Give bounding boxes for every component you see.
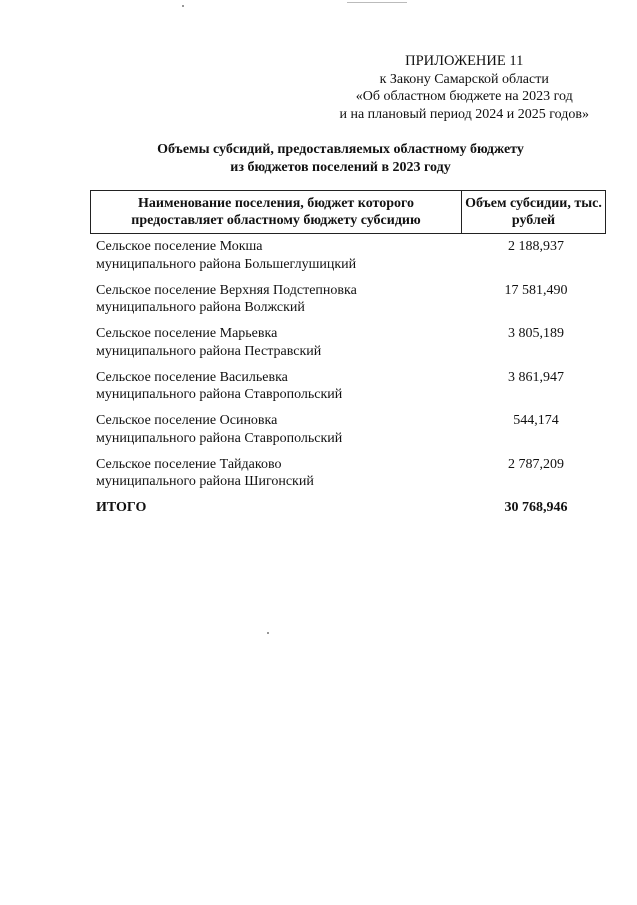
appendix-line-3: и на плановый период 2024 и 2025 годов» bbox=[339, 106, 589, 122]
row-value-cell: 544,174 bbox=[513, 413, 559, 428]
row-name-cell bbox=[90, 238, 460, 282]
table-row bbox=[90, 282, 606, 326]
district-name: муниципального района Шигонский bbox=[96, 474, 314, 489]
row-value-cell: 17 581,490 bbox=[504, 282, 568, 298]
settlement-name: Сельское поселение Верхняя Подстепновка bbox=[96, 282, 357, 298]
settlement-name: Сельское поселение Тайдаково bbox=[96, 456, 282, 472]
district-name: муниципального района Волжский bbox=[96, 300, 305, 315]
district-name: муниципального района Ставропольский bbox=[96, 430, 343, 446]
scan-speck bbox=[267, 632, 269, 634]
row-name-cell bbox=[90, 369, 460, 413]
column-header-name: Наименование поселения, бюджет которого предоставляет областному бюджету субсидию bbox=[91, 191, 462, 233]
table-header bbox=[90, 190, 606, 234]
scan-speck bbox=[182, 5, 184, 7]
total-value: 30 768,946 bbox=[504, 500, 568, 515]
row-value-cell: 2 787,209 bbox=[508, 456, 564, 472]
table-row bbox=[90, 456, 606, 500]
appendix-heading: ПРИЛОЖЕНИЕ 11 bbox=[405, 53, 524, 69]
total-label: ИТОГО bbox=[96, 500, 147, 515]
row-value-cell: 3 805,189 bbox=[508, 326, 564, 341]
column-header-value: Объем субсидии, тыс. рублей bbox=[465, 196, 602, 228]
appendix-line-2: «Об областном бюджете на 2023 год bbox=[355, 89, 573, 104]
district-name: муниципального района Пестравский bbox=[96, 343, 322, 359]
row-name-cell bbox=[90, 325, 460, 369]
table-row bbox=[90, 412, 606, 456]
appendix-block bbox=[339, 53, 589, 123]
settlement-name: Сельское поселение Марьевка bbox=[96, 326, 278, 341]
settlement-name: Сельское поселение Васильевка bbox=[96, 369, 288, 385]
title-line-2: из бюджетов поселений в 2023 году bbox=[230, 159, 451, 175]
table-row bbox=[90, 369, 606, 413]
total-row bbox=[90, 499, 606, 517]
title-line-1: Объемы субсидий, предоставляемых областному бюджету bbox=[157, 142, 524, 157]
row-name-cell bbox=[90, 282, 460, 326]
row-name-cell bbox=[90, 456, 460, 500]
subsidy-table bbox=[90, 190, 606, 517]
table-body bbox=[90, 238, 606, 499]
row-value-cell: 3 861,947 bbox=[508, 369, 564, 385]
table-row bbox=[90, 238, 606, 282]
district-name: муниципального района Ставропольский bbox=[96, 387, 343, 402]
scan-edge-mark bbox=[347, 2, 407, 3]
settlement-name: Сельское поселение Мокша bbox=[96, 239, 263, 254]
table-row bbox=[90, 325, 606, 369]
district-name: муниципального района Большеглушицкий bbox=[96, 256, 357, 272]
settlement-name: Сельское поселение Осиновка bbox=[96, 413, 278, 428]
appendix-line-1: к Закону Самарской области bbox=[379, 71, 549, 87]
row-value-cell: 2 188,937 bbox=[508, 239, 564, 254]
document-title bbox=[0, 141, 637, 176]
row-name-cell bbox=[90, 412, 460, 456]
